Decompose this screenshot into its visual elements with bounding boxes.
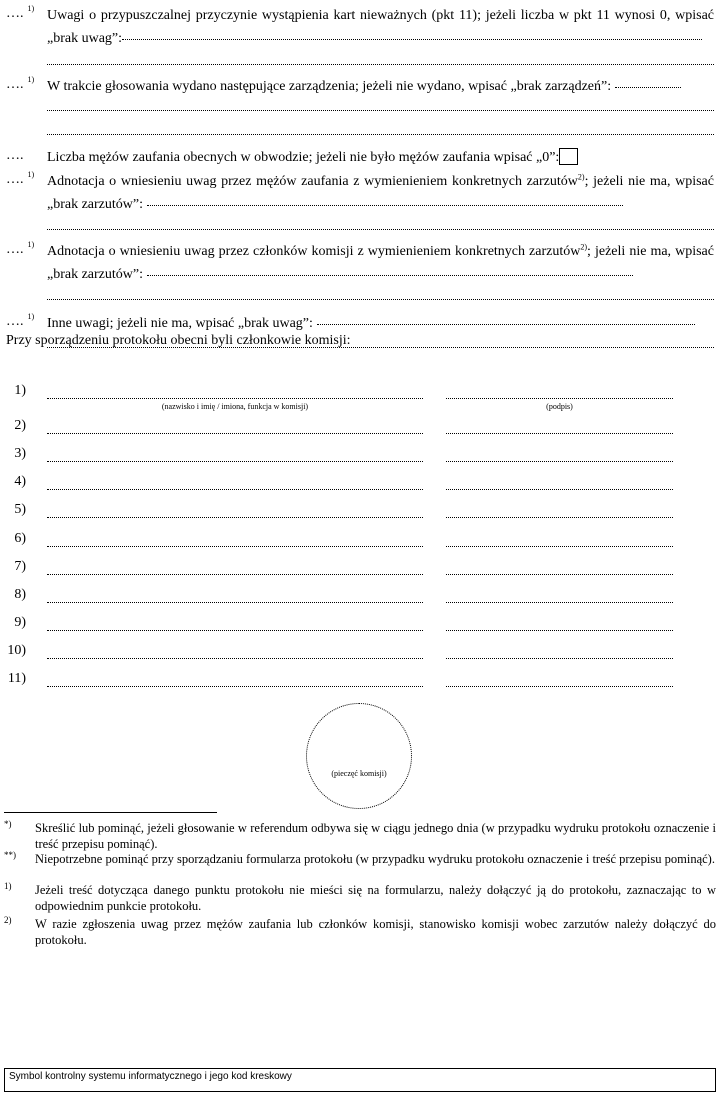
footnote-text: Niepotrzebne pominąć przy sporządzaniu formularza protokołu (w przypadku wydruku protokołu oznaczenie i treść przepisu pominąć). [35, 852, 715, 866]
member-signature-field[interactable] [446, 433, 673, 434]
footnote-mark: 2) [4, 915, 12, 925]
item-number: …. $^{1)}$ [6, 312, 35, 329]
item-2-text: W trakcie głosowania wydano następujące zarządzenia; jeżeli nie wydano, wpisać „brak zarządzeń”: [47, 75, 714, 98]
control-symbol-label: Symbol kontrolny systemu informatycznego i jego kod kreskowy [9, 1071, 292, 1082]
member-name-field[interactable] [47, 574, 423, 575]
stamp-label: (pieczęć komisji) [331, 769, 387, 778]
item-3-text: Liczba mężów zaufania obecnych w obwodzie; jeżeli nie było mężów zaufania wpisać „0”: [47, 146, 714, 169]
stamp-circle [306, 703, 412, 809]
member-signature-field[interactable] [446, 602, 673, 603]
member-name-field[interactable] [47, 517, 423, 518]
signature-row [0, 615, 720, 650]
member-signature-field[interactable] [446, 398, 673, 399]
members-heading: Przy sporządzeniu protokołu obecni byli członkowie komisji: [6, 333, 351, 348]
signature-row [0, 446, 720, 481]
signature-row [0, 502, 720, 537]
member-signature-field[interactable] [446, 461, 673, 462]
item-1-text: Uwagi o przypuszczalnej przyczynie wystąpienia kart nieważnych (pkt 11); jeżeli liczba w pkt 11 wynosi 0, wpisać „brak uwag”: [47, 8, 714, 46]
member-number: 10) [7, 643, 26, 658]
item-number: …. $^{1)}$ [6, 240, 35, 257]
member-name-field[interactable] [47, 489, 423, 490]
signature-row [0, 418, 720, 453]
signature-row [0, 474, 720, 509]
footnote-mark: *) [4, 819, 12, 829]
member-name-field[interactable] [47, 602, 423, 603]
item-number: …. $^{1)}$ [6, 4, 35, 21]
member-name-field[interactable] [47, 658, 423, 659]
member-number: 1) [14, 383, 26, 398]
member-number: 2) [14, 418, 26, 433]
signature-row [0, 383, 720, 418]
member-name-field[interactable] [47, 461, 423, 462]
fill-line[interactable] [47, 299, 714, 300]
member-signature-field[interactable] [446, 658, 673, 659]
member-number: 7) [14, 559, 26, 574]
number-entry-box[interactable] [559, 148, 578, 165]
member-name-field[interactable] [47, 398, 423, 399]
member-number: 8) [14, 587, 26, 602]
member-name-field[interactable] [47, 433, 423, 434]
footnote-separator [4, 812, 217, 813]
member-number: 6) [14, 531, 26, 546]
fill-line[interactable] [615, 87, 681, 88]
member-number: 5) [14, 502, 26, 517]
member-signature-field[interactable] [446, 517, 673, 518]
member-signature-field[interactable] [446, 546, 673, 547]
fill-line[interactable] [47, 229, 714, 230]
footnote-mark: **) [4, 850, 16, 860]
member-signature-field[interactable] [446, 686, 673, 687]
member-name-field[interactable] [47, 630, 423, 631]
member-signature-field[interactable] [446, 574, 673, 575]
item-number: …. $^{1)}$ [6, 75, 35, 92]
item-6-text: Inne uwagi; jeżeli nie ma, wpisać „brak uwag”: [47, 312, 714, 335]
name-caption: (nazwisko i imię / imiona, funkcja w komisji) [161, 402, 309, 411]
footnote-text: W razie zgłoszenia uwag przez mężów zaufania lub członków komisji, stanowisko komisji wobec zarzutów należy dołączyć do protokołu. [35, 917, 716, 947]
member-number: 9) [14, 615, 26, 630]
control-symbol-box [4, 1068, 716, 1092]
member-name-field[interactable] [47, 546, 423, 547]
signature-row [0, 643, 720, 678]
member-name-field[interactable] [47, 686, 423, 687]
fill-line[interactable] [47, 110, 714, 111]
fill-line[interactable] [47, 134, 714, 135]
item-5-text: Adnotacja o wniesieniu uwag przez członków komisji z wymienieniem konkretnych zarzutów$^{2)}$; jeżeli nie ma, wpisać „brak zarzutów”: [47, 242, 714, 282]
item-number: …. [6, 148, 24, 163]
member-number: 3) [14, 446, 26, 461]
signature-row [0, 587, 720, 622]
footnote-mark: 1) [4, 881, 12, 891]
item-number: …. $^{1)}$ [6, 170, 35, 187]
fill-line[interactable] [122, 39, 702, 40]
fill-line[interactable] [147, 205, 623, 206]
signature-row [0, 531, 720, 566]
signature-row [0, 559, 720, 594]
footnote-text: Skreślić lub pominąć, jeżeli głosowanie w referendum odbywa się w ciągu jednego dnia (w przypadku wydruku protokołu oznaczenie i treść przepisu pominąć). [35, 821, 716, 851]
member-number: 11) [7, 671, 26, 686]
fill-line[interactable] [147, 275, 633, 276]
member-number: 4) [14, 474, 26, 489]
item-4-text: Adnotacja o wniesieniu uwag przez mężów zaufania z wymienieniem konkretnych zarzutów$^{2)}$; jeżeli nie ma, wpisać „brak zarzutów”: [47, 172, 714, 212]
signature-caption: (podpis) [546, 402, 573, 411]
fill-line[interactable] [47, 64, 714, 65]
fill-line[interactable] [317, 324, 695, 325]
member-signature-field[interactable] [446, 489, 673, 490]
footnote-text: Jeżeli treść dotycząca danego punktu protokołu nie mieści się na formularzu, należy dołączyć ją do protokołu, zaznaczając to w odpowiednim punkcie protokołu. [35, 883, 716, 913]
member-signature-field[interactable] [446, 630, 673, 631]
